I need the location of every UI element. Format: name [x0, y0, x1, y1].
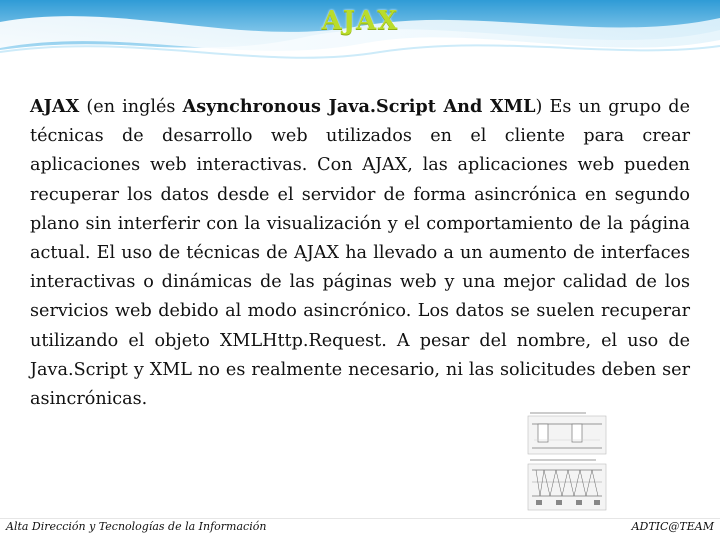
- body-rest: ) Es un grupo de técnicas de desarrollo web utilizados en el cliente para crear aplicaciones web interactivas. Con AJAX, las aplicaciones web pueden recuperar los datos desde el servidor de forma asincrónica en segundo plano sin interferir con la visualización y el comportamiento de la página actual. El uso de técnicas de AJAX ha llevado a un aumento de interfaces interactivas o dinámicas de las páginas web y una mejor calidad de los servicios web debido al modo asincrónico. Los datos se suelen recuperar utilizando el objeto XMLHttp.Request. A pesar del nombre, el uso de Java.Script y XML no es realmente necesario, ni las solicitudes deben ser asincrónicas.: [30, 97, 690, 410]
- body-paren-open: (en inglés: [79, 97, 183, 117]
- body-term: AJAX: [30, 96, 80, 117]
- body-paragraph: [30, 92, 690, 414]
- diagram-image: [526, 410, 608, 514]
- footer-team-name: ADTIC@TEAM: [631, 520, 714, 533]
- footer-course-name: Alta Dirección y Tecnologías de la Información: [6, 520, 267, 533]
- ajax-model-diagram-thumbnail: [526, 410, 608, 514]
- footer-divider: [0, 518, 720, 519]
- body-expansion: Asynchronous Java.Script And XML: [182, 96, 536, 117]
- slide-title: AJAX: [321, 6, 399, 36]
